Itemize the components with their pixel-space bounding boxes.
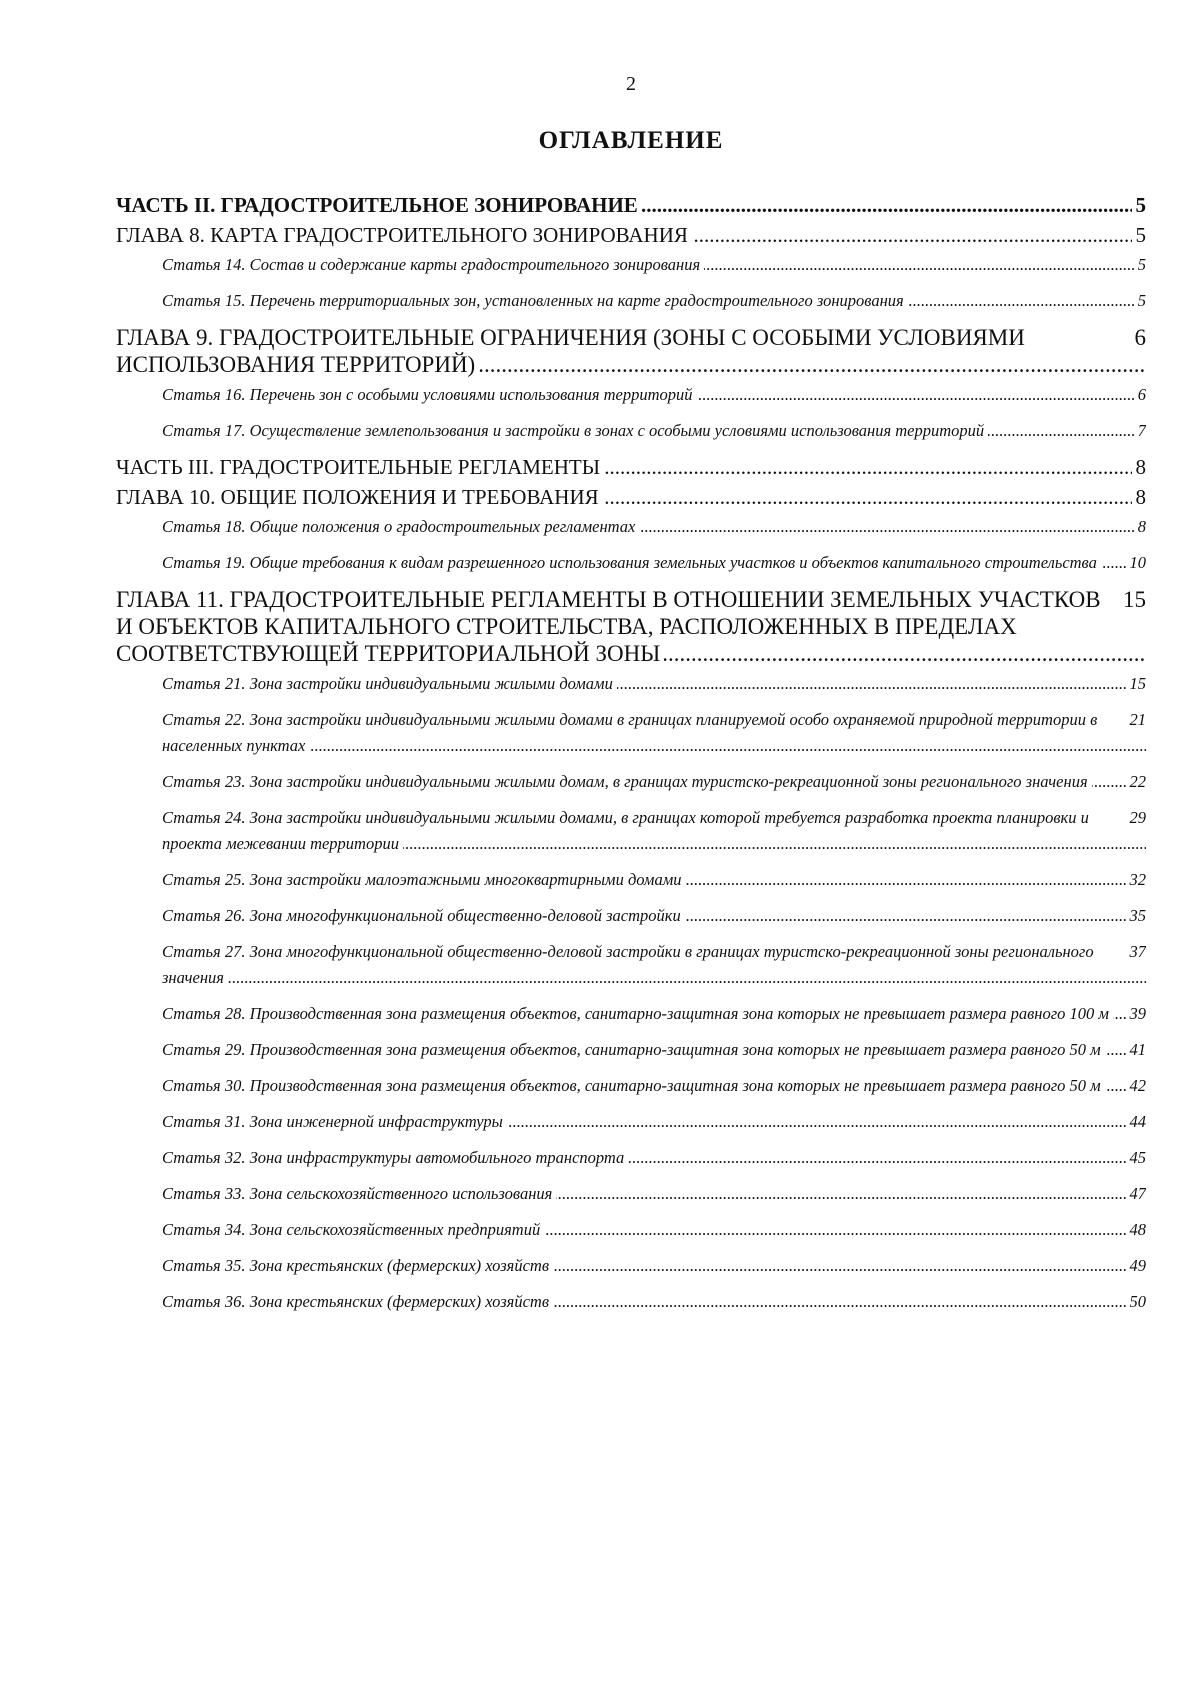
toc-entry-title: ЧАСТЬ II. ГРАДОСТРОИТЕЛЬНОЕ ЗОНИРОВАНИЕ bbox=[116, 193, 642, 217]
toc-entry-page: 37 bbox=[1126, 939, 1147, 965]
toc-entry-page: 21 bbox=[1126, 707, 1147, 733]
toc-entry[interactable] bbox=[162, 671, 1146, 697]
toc-entry[interactable] bbox=[162, 1037, 1146, 1063]
toc-entry-page: 41 bbox=[1126, 1037, 1147, 1063]
page-number: 2 bbox=[626, 73, 636, 95]
toc-entry[interactable] bbox=[162, 1181, 1146, 1207]
toc-entry[interactable] bbox=[162, 418, 1146, 444]
toc-entry[interactable] bbox=[162, 1217, 1146, 1243]
toc-entry-title: Статья 27. Зона многофункциональной общественно-деловой застройки в границах туристско-рекреационной зоны регионального значения bbox=[162, 942, 1094, 987]
toc-entry[interactable] bbox=[116, 484, 1146, 510]
toc-entry-title: Статья 33. Зона сельскохозяйственного использования bbox=[162, 1184, 556, 1203]
toc-entry-page: 45 bbox=[1126, 1145, 1147, 1171]
toc-entry-page: 32 bbox=[1126, 867, 1147, 893]
toc-entry-title: ГЛАВА 9. ГРАДОСТРОИТЕЛЬНЫЕ ОГРАНИЧЕНИЯ (ЗОНЫ С ОСОБЫМИ УСЛОВИЯМИ ИСПОЛЬЗОВАНИЯ ТЕРРИТОРИЙ) bbox=[116, 325, 1025, 377]
toc-entry-page: 5 bbox=[1134, 288, 1146, 314]
toc-entry[interactable] bbox=[162, 252, 1146, 278]
toc-entry[interactable] bbox=[116, 222, 1146, 248]
toc-entry-title: Статья 34. Зона сельскохозяйственных предприятий bbox=[162, 1220, 544, 1239]
toc-entry-page: 5 bbox=[1132, 190, 1147, 220]
toc-entry-title: Статья 31. Зона инженерной инфраструктуры bbox=[162, 1112, 507, 1131]
toc-entry-title: Статья 29. Производственная зона размещения объектов, санитарно-защитная зона которых не превышает размера равного 50 м bbox=[162, 1040, 1105, 1059]
toc-entry-page: 8 bbox=[1132, 454, 1147, 480]
toc-entry-title: Статья 32. Зона инфраструктуры автомобильного транспорта bbox=[162, 1148, 628, 1167]
toc-entry-title: Статья 15. Перечень территориальных зон, установленных на карте градостроительного зонирования bbox=[162, 291, 908, 310]
toc-entry[interactable] bbox=[162, 1001, 1146, 1027]
toc-entry-page: 29 bbox=[1126, 805, 1147, 831]
toc-entry[interactable] bbox=[116, 586, 1146, 667]
toc-entry-title: Статья 18. Общие положения о градостроительных регламентах bbox=[162, 517, 639, 536]
toc-entry[interactable] bbox=[162, 1073, 1146, 1099]
toc-entry-page: 42 bbox=[1126, 1073, 1147, 1099]
toc-entry-title: Статья 25. Зона застройки малоэтажными многоквартирными домами bbox=[162, 870, 685, 889]
toc-entry[interactable] bbox=[162, 867, 1146, 893]
toc-entry-title: Статья 36. Зона крестьянских (фермерских) хозяйств bbox=[162, 1292, 553, 1311]
toc-entry-title: Статья 24. Зона застройки индивидуальными жилыми домами, в границах которой требуется разработка проекта планировки и проекта межевании территории bbox=[162, 808, 1089, 853]
toc-entry-page: 15 bbox=[1119, 586, 1146, 613]
toc-entry-title: ЧАСТЬ III. ГРАДОСТРОИТЕЛЬНЫЕ РЕГЛАМЕНТЫ bbox=[116, 455, 604, 479]
toc-entry-title: Статья 28. Производственная зона размещения объектов, санитарно-защитная зона которых не превышает размера равного 100 м bbox=[162, 1004, 1113, 1023]
toc-entry-title: Статья 14. Состав и содержание карты градостроительного зонирования bbox=[162, 255, 704, 274]
toc-entry-title: Статья 35. Зона крестьянских (фермерских) хозяйств bbox=[162, 1256, 553, 1275]
toc-entry-page: 6 bbox=[1131, 324, 1147, 351]
toc-entry[interactable] bbox=[162, 1109, 1146, 1135]
toc-entry[interactable] bbox=[116, 454, 1146, 480]
toc-entry-title: Статья 30. Производственная зона размещения объектов, санитарно-защитная зона которых не превышает размера равного 50 м bbox=[162, 1076, 1105, 1095]
table-of-contents bbox=[116, 190, 1146, 1315]
toc-entry-title: Статья 23. Зона застройки индивидуальными жилыми домам, в границах туристско-рекреационной зоны регионального значения bbox=[162, 772, 1092, 791]
toc-entry[interactable] bbox=[162, 288, 1146, 314]
toc-entry-title: ГЛАВА 8. КАРТА ГРАДОСТРОИТЕЛЬНОГО ЗОНИРОВАНИЯ bbox=[116, 223, 692, 247]
toc-entry-page: 5 bbox=[1132, 222, 1147, 248]
toc-entry[interactable] bbox=[162, 1253, 1146, 1279]
toc-entry-page: 49 bbox=[1126, 1253, 1147, 1279]
toc-entry[interactable] bbox=[162, 514, 1146, 540]
toc-entry-page: 47 bbox=[1126, 1181, 1147, 1207]
toc-entry-page: 35 bbox=[1126, 903, 1147, 929]
toc-entry-title: Статья 16. Перечень зон с особыми условиями использования территорий bbox=[162, 385, 697, 404]
toc-entry[interactable] bbox=[162, 769, 1146, 795]
toc-entry-title: Статья 26. Зона многофункциональной общественно-деловой застройки bbox=[162, 906, 685, 925]
toc-entry-title: Статья 19. Общие требования к видам разрешенного использования земельных участков и объектов капитального строительства bbox=[162, 553, 1101, 572]
toc-entry-page: 48 bbox=[1126, 1217, 1147, 1243]
toc-entry[interactable] bbox=[162, 805, 1146, 857]
toc-entry[interactable] bbox=[162, 550, 1146, 576]
toc-entry-page: 44 bbox=[1126, 1109, 1147, 1135]
toc-entry-page: 50 bbox=[1126, 1289, 1147, 1315]
toc-entry-title: Статья 21. Зона застройки индивидуальными жилыми домами bbox=[162, 674, 617, 693]
toc-entry-title: Статья 22. Зона застройки индивидуальными жилыми домами в границах планируемой особо охраняемой природной территории в населенных пунктах bbox=[162, 710, 1098, 755]
toc-entry-title: ГЛАВА 11. ГРАДОСТРОИТЕЛЬНЫЕ РЕГЛАМЕНТЫ В ОТНОШЕНИИ ЗЕМЕЛЬНЫХ УЧАСТКОВ И ОБЪЕКТОВ КАПИТАЛЬНОГО СТРОИТЕЛЬСТВА, РАСПОЛОЖЕННЫХ В ПРЕДЕЛАХ СООТВЕТСТВУЮЩЕЙ ТЕРРИТОРИАЛЬНОЙ ЗОНЫ bbox=[116, 587, 1101, 666]
toc-entry[interactable] bbox=[116, 324, 1146, 378]
toc-entry-page: 15 bbox=[1126, 671, 1147, 697]
toc-title: ОГЛАВЛЕНИЕ bbox=[538, 127, 724, 154]
toc-entry[interactable] bbox=[162, 1145, 1146, 1171]
toc-entry-page: 5 bbox=[1134, 252, 1146, 278]
toc-entry-page: 8 bbox=[1134, 514, 1146, 540]
toc-entry[interactable] bbox=[162, 1289, 1146, 1315]
toc-entry-page: 39 bbox=[1126, 1001, 1147, 1027]
toc-entry-title: Статья 17. Осуществление землепользования и застройки в зонах с особыми условиями использования территорий bbox=[162, 421, 988, 440]
toc-entry[interactable] bbox=[162, 707, 1146, 759]
toc-entry-page: 7 bbox=[1134, 418, 1146, 444]
toc-entry-page: 22 bbox=[1126, 769, 1147, 795]
toc-entry[interactable] bbox=[162, 382, 1146, 408]
toc-entry-title: ГЛАВА 10. ОБЩИЕ ПОЛОЖЕНИЯ И ТРЕБОВАНИЯ bbox=[116, 485, 603, 509]
toc-entry-page: 6 bbox=[1134, 382, 1146, 408]
toc-entry[interactable] bbox=[162, 939, 1146, 991]
toc-entry-page: 8 bbox=[1132, 484, 1147, 510]
toc-entry[interactable] bbox=[116, 190, 1146, 220]
toc-entry[interactable] bbox=[162, 903, 1146, 929]
toc-entry-page: 10 bbox=[1126, 550, 1147, 576]
